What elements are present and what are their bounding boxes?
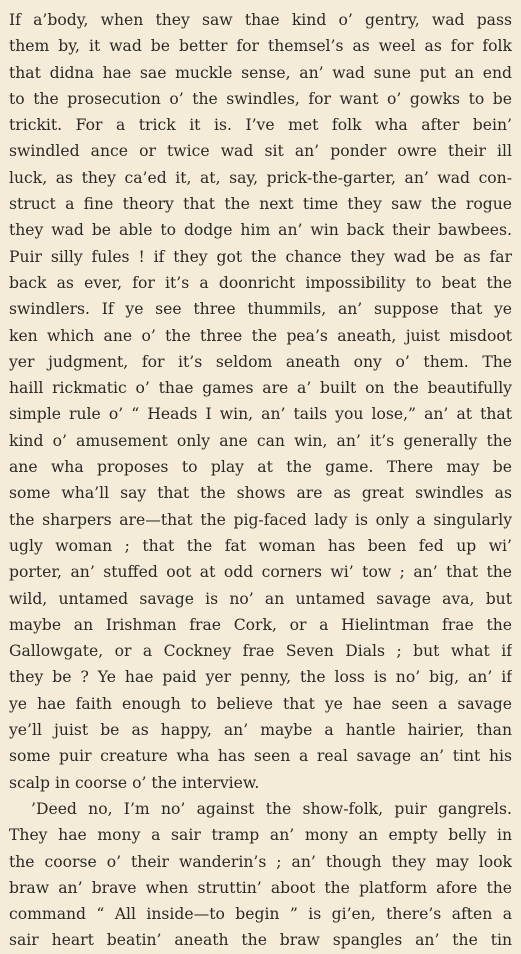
text-line: swindlers. If ye see three thummils, an’ suppose that ye: [9, 300, 512, 319]
text-line: maybe an Irishman frae Cork, or a Hielintman frae the: [9, 615, 512, 634]
text-line: Puir silly fules ! if they got the chance they wad be as far: [9, 247, 512, 266]
text-line: braw an’ brave when struttin’ aboot the platform afore the: [9, 878, 512, 897]
text-line: sair heart beatin’ aneath the braw spangles an’ the tin: [9, 931, 512, 950]
text-line: wild, untamed savage is no’ an untamed savage ava, but: [9, 589, 512, 608]
text-line: some puir creature wha has seen a real savage an’ tint his: [9, 747, 512, 766]
text-line: yer judgment, for it’s seldom aneath ony o’ them. The: [9, 352, 512, 371]
text-line: ’Deed no, I’m no’ against the show-folk, puir gangrels.: [31, 799, 512, 818]
text-line: trickit. For a trick it is. I’ve met folk wha after bein’: [9, 116, 512, 135]
text-line: them by, it wad be better for themsel’s as weel as for folk: [9, 37, 512, 56]
text-line: the sharpers are—that the pig-faced lady is only a singularly: [9, 510, 512, 529]
text-line: ugly woman ; that the fat woman has been fed up wi’: [9, 536, 512, 555]
text-line: ken which ane o’ the three the pea’s aneath, juist misdoot: [9, 326, 512, 345]
text-line: swindled ance or twice wad sit an’ ponder owre their ill: [9, 142, 512, 161]
text-line: Gallowgate, or a Cockney frae Seven Dials ; but what if: [9, 642, 512, 661]
text-line: they wad be able to dodge him an’ win back their bawbees.: [9, 221, 512, 240]
text-line: that didna hae sae muckle sense, an’ wad sune put an end: [9, 63, 512, 82]
text-line: some wha’ll say that the shows are as great swindles as: [9, 484, 512, 503]
text-line: the coorse o’ their wanderin’s ; an’ though they may look: [9, 852, 512, 871]
text-line: porter, an’ stuffed oot at odd corners wi’ tow ; an’ that the: [9, 563, 512, 582]
text-line: command “ All inside—to begin ” is gi’en, there’s aften a: [9, 905, 512, 924]
paragraph-2: [9, 796, 512, 954]
text-line: They hae mony a sair tramp an’ mony an empty belly in: [9, 826, 512, 845]
text-line: luck, as they ca’ed it, at, say, prick-the-garter, an’ wad con-: [9, 168, 512, 187]
text-line: ane wha proposes to play at the game. There may be: [9, 458, 512, 477]
text-line: back as ever, for it’s a doonricht impossibility to beat the: [9, 273, 512, 292]
text-line: ye hae faith enough to believe that ye hae seen a savage: [9, 694, 512, 713]
text-line: kind o’ amusement only ane can win, an’ it’s generally the: [9, 431, 512, 450]
text-line: haill rickmatic o’ thae games are a’ built on the beautifully: [9, 379, 512, 398]
paragraph-1: [9, 7, 512, 796]
text-line: they be ? Ye hae paid yer penny, the loss is no’ big, an’ if: [9, 668, 512, 687]
text-line: ye’ll juist be as happy, an’ maybe a hantle hairier, than: [9, 721, 512, 740]
text-line: simple rule o’ “ Heads I win, an’ tails you lose,” an’ at that: [9, 405, 512, 424]
text-line: to the prosecution o’ the swindles, for want o’ gowks to be: [9, 89, 512, 108]
text-line: struct a fine theory that the next time they saw the rogue: [9, 195, 512, 214]
text-line: scalp in coorse o’ the interview.: [9, 773, 260, 792]
text-line: If a’body, when they saw thae kind o’ gentry, wad pass: [9, 11, 512, 29]
